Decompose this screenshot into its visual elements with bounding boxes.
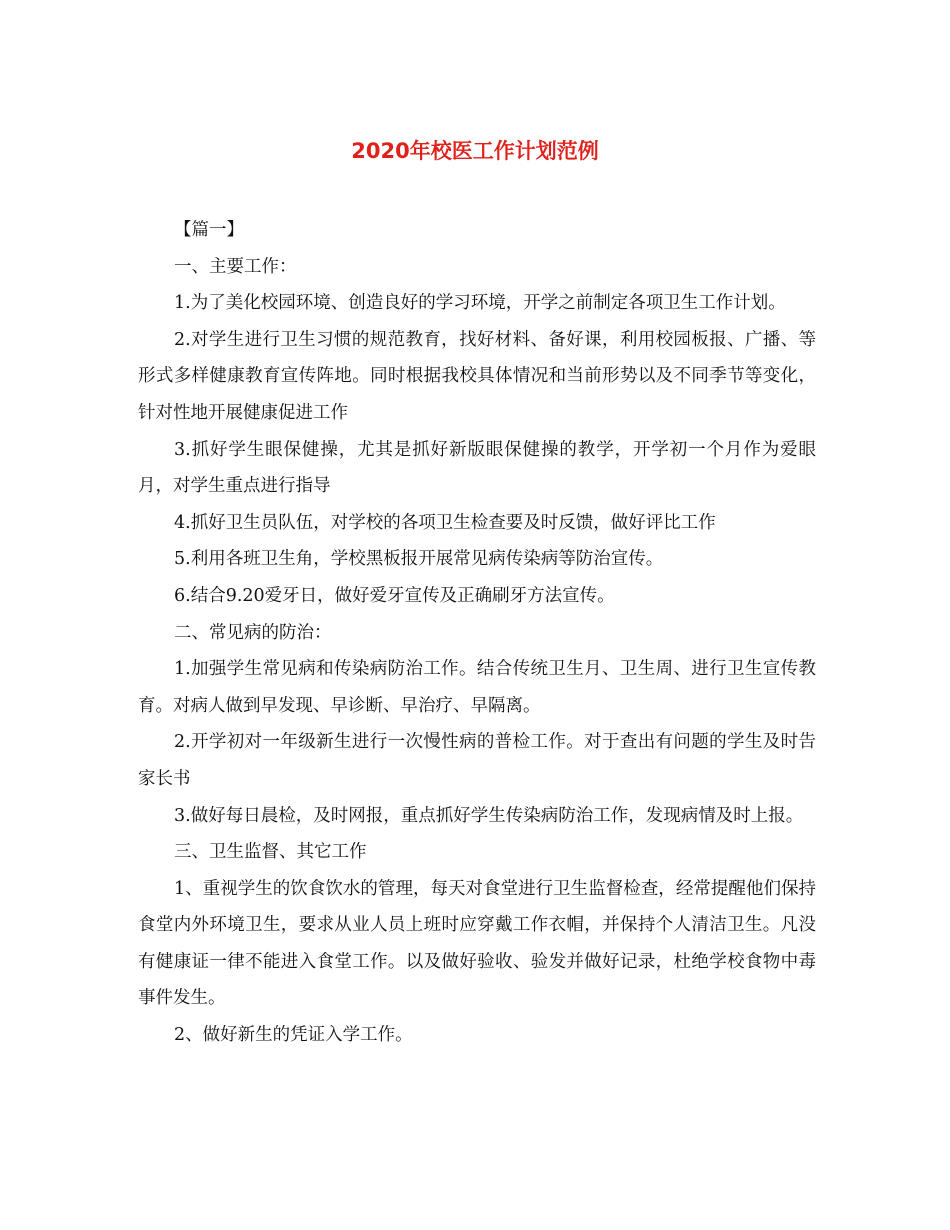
section-label: 【篇一】 — [174, 220, 244, 240]
paragraph: 4.抓好卫生员队伍，对学校的各项卫生检查要及时反馈，做好评比工作 — [174, 512, 716, 533]
heading-disease-prevention: 二、常见病的防治： — [174, 622, 332, 643]
document-title: 2020年校医工作计划范例 — [351, 139, 599, 163]
document-body — [138, 212, 816, 1054]
paragraph: 2.开学初对一年级新生进行一次慢性病的普检工作。对于查出有问题的学生及时告家长书 — [138, 732, 816, 789]
paragraph: 2.对学生进行卫生习惯的规范教育，找好材料、备好课，利用校园板报、广播、等形式多样健康教育宣传阵地。同时根据我校具体情况和当前形势以及不同季节等变化，针对性地开展健康促进工作 — [138, 329, 816, 423]
paragraph: 5.利用各班卫生角，学校黑板报开展常见病传染病等防治宣传。 — [174, 549, 664, 570]
heading-health-supervision: 三、卫生监督、其它工作 — [174, 842, 367, 863]
paragraph: 1.为了美化校园环境、创造良好的学习环境，开学之前制定各项卫生工作计划。 — [174, 293, 786, 314]
heading-main-work: 一、主要工作： — [174, 256, 297, 277]
paragraph: 2、做好新生的凭证入学工作。 — [174, 1025, 413, 1046]
paragraph: 1、重视学生的饮食饮水的管理，每天对食堂进行卫生监督检查，经常提醒他们保持食堂内外环境卫生，要求从业人员上班时应穿戴工作衣帽，并保持个人清洁卫生。凡没有健康证一律不能进入食堂工作。以及做好验收、验发并做好记录，杜绝学校食物中毒事件发生。 — [138, 878, 816, 1009]
paragraph: 3.抓好学生眼保健操，尤其是抓好新版眼保健操的教学，开学初一个月作为爱眼月，对学生重点进行指导 — [138, 439, 816, 497]
paragraph: 6.结合9.20爱牙日，做好爱牙宣传及正确刷牙方法宣传。 — [174, 585, 615, 606]
paragraph: 1.加强学生常见病和传染病防治工作。结合传统卫生月、卫生周、进行卫生宣传教育。对病人做到早发现、早诊断、早治疗、早隔离。 — [138, 659, 816, 716]
paragraph: 3.做好每日晨检，及时网报，重点抓好学生传染病防治工作，发现病情及时上报。 — [174, 805, 804, 826]
